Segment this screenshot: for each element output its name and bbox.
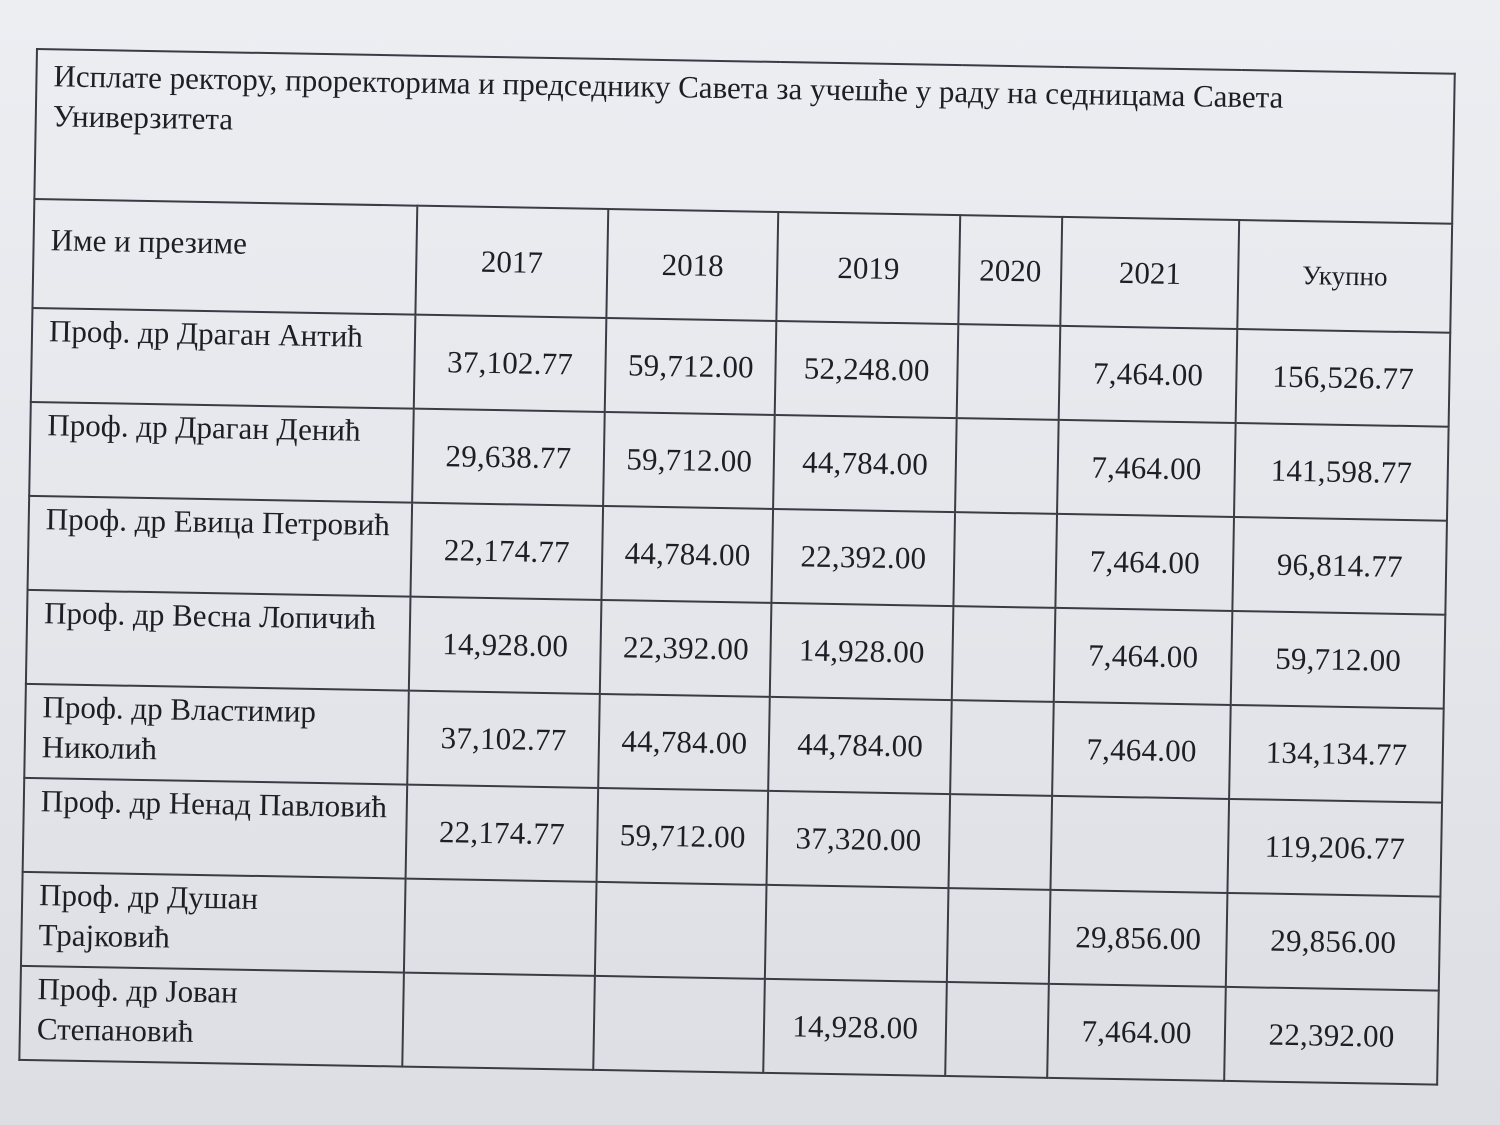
cell-name: Проф. др Ненад Павловић [23, 778, 407, 879]
cell-2018: 59,712.00 [605, 318, 777, 415]
cell-name: Проф. др Драган Антић [31, 308, 415, 409]
cell-total: 22,392.00 [1224, 987, 1438, 1085]
cell-total: 156,526.77 [1236, 329, 1450, 427]
cell-name: Проф. др Драган Денић [29, 402, 413, 503]
cell-2020 [948, 794, 1052, 890]
cell-2019: 14,928.00 [764, 979, 947, 1076]
cell-2021: 7,464.00 [1047, 984, 1226, 1081]
cell-2021 [1050, 796, 1229, 893]
cell-2021: 7,464.00 [1059, 326, 1238, 423]
header-2021: 2021 [1060, 217, 1239, 329]
cell-2019 [765, 885, 948, 982]
cell-2018: 44,784.00 [602, 506, 774, 603]
cell-2017: 29,638.77 [412, 409, 605, 506]
cell-name: Проф. др Весна Лопичић [26, 590, 410, 691]
cell-2021: 7,464.00 [1055, 514, 1234, 611]
cell-2020 [952, 606, 1056, 702]
cell-2020 [947, 888, 1051, 984]
cell-2017: 22,174.77 [405, 785, 598, 882]
cell-2019: 22,392.00 [772, 509, 955, 606]
header-2020: 2020 [958, 215, 1062, 326]
cell-2020 [950, 700, 1054, 796]
cell-name: Проф. др Душан Трајковић [21, 872, 405, 973]
cell-2021: 7,464.00 [1057, 420, 1236, 517]
cell-2021: 7,464.00 [1052, 702, 1231, 799]
cell-2019: 52,248.00 [775, 321, 958, 418]
cell-2018: 44,784.00 [598, 694, 770, 791]
payments-table [18, 48, 1455, 1086]
cell-2020 [957, 324, 1061, 420]
cell-2018: 59,712.00 [597, 788, 769, 885]
cell-2018: 59,712.00 [603, 412, 775, 509]
cell-name: Проф. др Јован Степановић [19, 966, 403, 1067]
cell-2017: 37,102.77 [407, 691, 600, 788]
header-2019: 2019 [777, 212, 960, 324]
cell-2020 [945, 982, 1049, 1078]
cell-name: Проф. др Евица Петровић [28, 496, 412, 597]
cell-2020 [955, 418, 1059, 514]
cell-total: 29,856.00 [1226, 893, 1440, 991]
cell-total: 141,598.77 [1234, 423, 1448, 521]
header-2018: 2018 [607, 209, 779, 321]
cell-2019: 44,784.00 [769, 697, 952, 794]
cell-2021: 7,464.00 [1054, 608, 1233, 705]
header-name: Име и презиме [32, 199, 417, 315]
cell-2018: 22,392.00 [600, 600, 772, 697]
table-title: Исплате ректору, проректорима и председнику Савета за учешће у раду на седницама Савета Универзитета [34, 49, 1454, 224]
cell-2018 [595, 882, 767, 979]
cell-2021: 29,856.00 [1049, 890, 1228, 987]
cell-total: 119,206.77 [1228, 799, 1442, 897]
header-total: Укупно [1238, 220, 1453, 333]
cell-2019: 14,928.00 [770, 603, 953, 700]
cell-2020 [953, 512, 1057, 608]
document-page [18, 48, 1455, 1086]
cell-2017 [402, 973, 595, 1070]
cell-2017: 22,174.77 [410, 503, 603, 600]
cell-name: Проф. др Властимир Николић [24, 684, 408, 785]
cell-total: 134,134.77 [1229, 705, 1443, 803]
cell-2018 [594, 976, 766, 1073]
header-2017: 2017 [415, 206, 608, 318]
cell-2019: 37,320.00 [767, 791, 950, 888]
cell-total: 96,814.77 [1233, 517, 1447, 615]
cell-2017: 14,928.00 [409, 597, 602, 694]
cell-2019: 44,784.00 [774, 415, 957, 512]
cell-2017: 37,102.77 [414, 315, 607, 412]
cell-2017 [404, 879, 597, 976]
cell-total: 59,712.00 [1231, 611, 1445, 709]
